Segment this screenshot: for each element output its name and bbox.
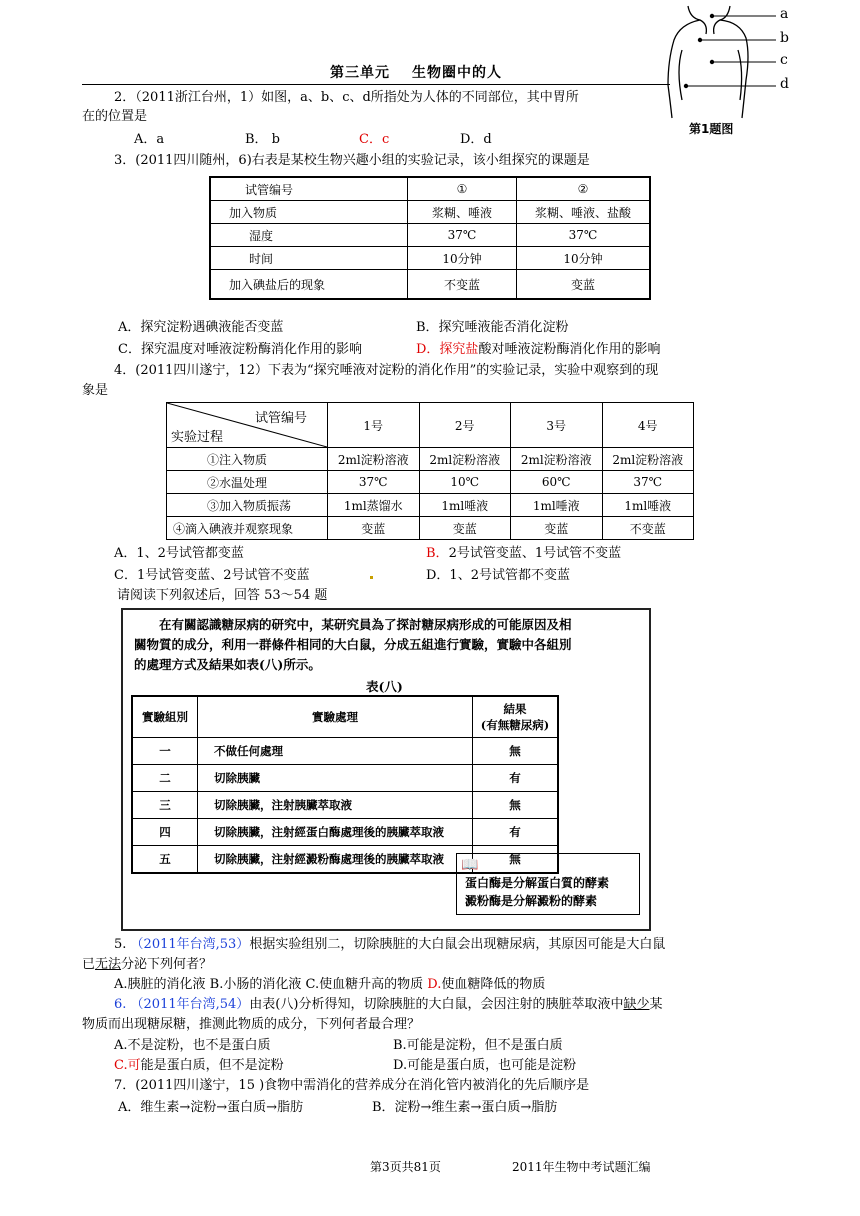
table-cell: 一	[132, 738, 198, 765]
table-cell: 加入碘盐后的现象	[210, 270, 408, 300]
q2-option-a: A．a	[134, 132, 165, 147]
q7-option-a: A．维生素→淀粉→蛋白质→脂肪	[118, 1100, 304, 1115]
figure-label-a: a	[780, 6, 789, 22]
table-cell: ①注入物质	[167, 448, 328, 471]
table-cell: 無	[473, 846, 559, 874]
table-header: 1号	[328, 403, 420, 448]
table-cell: 1ml唾液	[602, 494, 694, 517]
table-cell: 2ml淀粉溶液	[419, 448, 511, 471]
table-cell: 五	[132, 846, 198, 874]
q6-option-c	[114, 1057, 284, 1075]
table-cell: 無	[473, 738, 559, 765]
q2-option-b: B． b	[245, 132, 281, 147]
q4-option-a: A．1、2号试管都变蓝	[114, 546, 244, 561]
table-cell: 切除胰臟，注射胰臟萃取液	[198, 792, 473, 819]
q6-option-d: D.可能是蛋白质，也可能是淀粉	[393, 1058, 577, 1073]
q4-option-b-text: 2号试管变蓝、1号试管不变蓝	[448, 546, 622, 561]
table-cell: 37℃	[408, 224, 517, 247]
table-cell: ③加入物质振荡	[167, 494, 328, 517]
page-title	[330, 64, 502, 82]
q3-option-d	[416, 341, 660, 359]
scan-table-caption: 表(八)	[366, 679, 403, 694]
q5-stem-pre: 已	[82, 957, 96, 972]
q5-option-d-letter: D.	[427, 977, 442, 992]
table-row	[167, 403, 694, 448]
header-rule	[82, 84, 670, 85]
result-header: 結果	[503, 702, 527, 716]
table-row	[167, 448, 694, 471]
table-cell: 不做任何處理	[198, 738, 473, 765]
book-icon: 📖	[461, 857, 479, 873]
q4-option-c: C．1号试管变蓝、2号试管不变蓝	[114, 568, 310, 583]
q4-table	[166, 402, 694, 540]
q3-option-d-rest: 酸对唾液淀粉酶消化作用的影响	[478, 342, 661, 357]
q6-stem-pre: 由表(八)分析得知，切除胰脏的大白鼠，会因注射的胰脏萃取液中	[249, 997, 624, 1012]
footer-page: 第3页共81页	[370, 1160, 441, 1174]
diagonal-top-label: 试管编号	[254, 411, 307, 426]
q5-source: （2011年台湾,53）	[130, 937, 250, 952]
table-row	[132, 819, 558, 846]
table-cell: 有	[473, 765, 559, 792]
table-cell: 2ml淀粉溶液	[511, 448, 603, 471]
q6-option-c-rest: 能是蛋白质，但不是淀粉	[140, 1058, 284, 1073]
figure-label-b: b	[780, 30, 789, 46]
note-line-1: 蛋白酶是分解蛋白質的酵素	[465, 876, 610, 890]
body-figure	[660, 0, 860, 138]
footer-collection: 2011年生物中考试题汇编	[512, 1160, 651, 1174]
table-cell: 湿度	[210, 224, 408, 247]
table-cell: 四	[132, 819, 198, 846]
table-row	[132, 792, 558, 819]
q6-source: 6. （2011年台湾,54）	[114, 997, 250, 1012]
table-row	[167, 517, 694, 540]
table-row	[210, 247, 650, 270]
table-cell: 二	[132, 765, 198, 792]
table-cell: 2ml淀粉溶液	[328, 448, 420, 471]
scan-table	[131, 695, 559, 874]
table-row	[132, 765, 558, 792]
q5-stem-1	[114, 936, 665, 954]
q2-stem-1: 2．（2011浙江台州，1）如图，a、b、c、d所指处为人体的不同部位，其中胃所	[114, 90, 579, 105]
table-cell: 不变蓝	[408, 270, 517, 300]
note-box	[456, 853, 640, 915]
q6-stem-2: 物质而出现糖尿糖，推测此物质的成分，下列何者最合理？	[82, 1017, 421, 1032]
table-cell: 变蓝	[517, 270, 651, 300]
diagonal-bottom-label: 实验过程	[171, 430, 224, 445]
table-cell: 试管编号	[210, 177, 408, 201]
table-cell: 37℃	[517, 224, 651, 247]
table-cell: 切除胰臟	[198, 765, 473, 792]
table-cell: 变蓝	[328, 517, 420, 540]
diagonal-header-cell	[167, 403, 328, 448]
q5-options	[114, 976, 545, 994]
table-cell: 10分钟	[408, 247, 517, 270]
table-cell: ④滴入碘液并观察现象	[167, 517, 328, 540]
q2-stem-2: 在的位置是	[82, 109, 148, 124]
table-cell: 不变蓝	[602, 517, 694, 540]
table-cell: 加入物质	[210, 201, 408, 224]
table-header: 2号	[419, 403, 511, 448]
table-cell: 1ml唾液	[511, 494, 603, 517]
table-row	[132, 696, 558, 738]
q3-option-b: B．探究唾液能否消化淀粉	[416, 320, 569, 335]
q5-stem-2	[82, 956, 212, 974]
torso-outline-icon	[660, 0, 860, 138]
q4-stem-1: 4．(2011四川遂宁，12）下表为“探究唾液对淀粉的消化作用”的实验记录，实验中观察到的现	[114, 363, 659, 378]
q2-option-d: D．d	[460, 132, 492, 147]
table-cell: 变蓝	[511, 517, 603, 540]
table-cell: 1ml蒸馏水	[328, 494, 420, 517]
q6-underlined: 缺少	[623, 997, 650, 1012]
q5-number: 5.	[114, 937, 127, 952]
q7-stem: 7．(2011四川遂宁，15 )食物中需消化的营养成分在消化管内被消化的先后顺序是	[114, 1078, 590, 1093]
figure-label-c: c	[780, 52, 788, 68]
q4-option-b-letter: B．	[426, 546, 449, 561]
stray-dot	[370, 576, 373, 579]
table-header	[473, 696, 559, 738]
q6-option-c-prefix: C.可	[114, 1058, 141, 1073]
q7-option-b: B．淀粉→维生素→蛋白质→脂肪	[372, 1100, 558, 1115]
q2-option-c: C．c	[359, 132, 390, 147]
table-row	[210, 270, 650, 300]
table-cell: 10℃	[419, 471, 511, 494]
q3-option-c: C．探究温度对唾液淀粉酶消化作用的影响	[118, 342, 362, 357]
table-cell: 1ml唾液	[419, 494, 511, 517]
table-cell: 切除胰臟，注射經澱粉酶處理後的胰臟萃取液	[198, 846, 473, 874]
table-cell: 2ml淀粉溶液	[602, 448, 694, 471]
q3-table	[209, 176, 651, 300]
q5-underlined: 无法	[95, 957, 122, 972]
scanned-excerpt	[121, 608, 651, 931]
unit-title: 生物圈中的人	[412, 65, 502, 81]
table-cell: ①	[408, 177, 517, 201]
table-header: 4号	[602, 403, 694, 448]
table-row	[132, 738, 558, 765]
table-cell: 切除胰臟，注射經蛋白酶處理後的胰臟萃取液	[198, 819, 473, 846]
table-cell: 37℃	[328, 471, 420, 494]
q5-stem-post: 分泌下列何者？	[121, 957, 213, 972]
table-row	[210, 201, 650, 224]
q5-option-d: 使血糖降低的物质	[441, 977, 546, 992]
table-cell: 三	[132, 792, 198, 819]
table-header: 3号	[511, 403, 603, 448]
q4-option-d: D．1、2号试管都不变蓝	[426, 568, 570, 583]
q4-option-b	[426, 545, 621, 563]
table-row	[167, 471, 694, 494]
q6-stem-post: 某	[649, 997, 663, 1012]
table-cell: 60℃	[511, 471, 603, 494]
q3-stem: 3．(2011四川随州，6)右表是某校生物兴趣小组的实验记录，该小组探究的课题是	[114, 153, 590, 168]
table-header: 實驗處理	[198, 696, 473, 738]
q6-option-b: B.可能是淀粉，但不是蛋白质	[393, 1038, 563, 1053]
table-row	[210, 224, 650, 247]
figure-label-d: d	[780, 76, 789, 92]
table-header: 實驗組別	[132, 696, 198, 738]
table-cell: ②	[517, 177, 651, 201]
table-cell: ②水温处理	[167, 471, 328, 494]
table-cell: 时间	[210, 247, 408, 270]
scan-line-2: 關物質的成分，利用一群條件相同的大白鼠，分成五組進行實驗，實驗中各組別	[134, 637, 572, 652]
table-cell: 10分钟	[517, 247, 651, 270]
note-line-2: 澱粉酶是分解澱粉的酵素	[465, 894, 598, 908]
scan-line-3: 的處理方式及結果如表(八)所示。	[134, 657, 321, 672]
q6-option-a: A.不是淀粉，也不是蛋白质	[114, 1038, 271, 1053]
figure-caption: 第1题图	[689, 122, 734, 136]
q5-options-abc: A.胰脏的消化液 B.小肠的消化液 C.使血糖升高的物质	[114, 977, 424, 992]
q6-stem-1	[114, 996, 662, 1014]
unit-label: 第三单元	[330, 65, 390, 81]
table-cell: 浆糊、唾液	[408, 201, 517, 224]
table-row	[210, 177, 650, 201]
table-cell: 浆糊、唾液、盐酸	[517, 201, 651, 224]
table-cell: 37℃	[602, 471, 694, 494]
table-row	[167, 494, 694, 517]
scan-line-1: 在有關認識糖尿病的研究中，某研究員為了探討糖尿病形成的可能原因及相	[159, 617, 572, 632]
q4-stem-2: 象是	[82, 383, 109, 398]
q3-option-d-prefix: D．探究盐	[416, 342, 479, 357]
reading-intro: 请阅读下列叙述后，回答 53～54 题	[117, 588, 328, 603]
table-cell: 变蓝	[419, 517, 511, 540]
table-cell: 有	[473, 819, 559, 846]
table-cell: 無	[473, 792, 559, 819]
q5-stem-text: 根据实验组别二，切除胰脏的大白鼠会出现糖尿病，其原因可能是大白鼠	[249, 937, 666, 952]
result-subheader: (有無糖尿病)	[480, 718, 550, 732]
q3-option-a: A．探究淀粉遇碘液能否变蓝	[118, 320, 284, 335]
